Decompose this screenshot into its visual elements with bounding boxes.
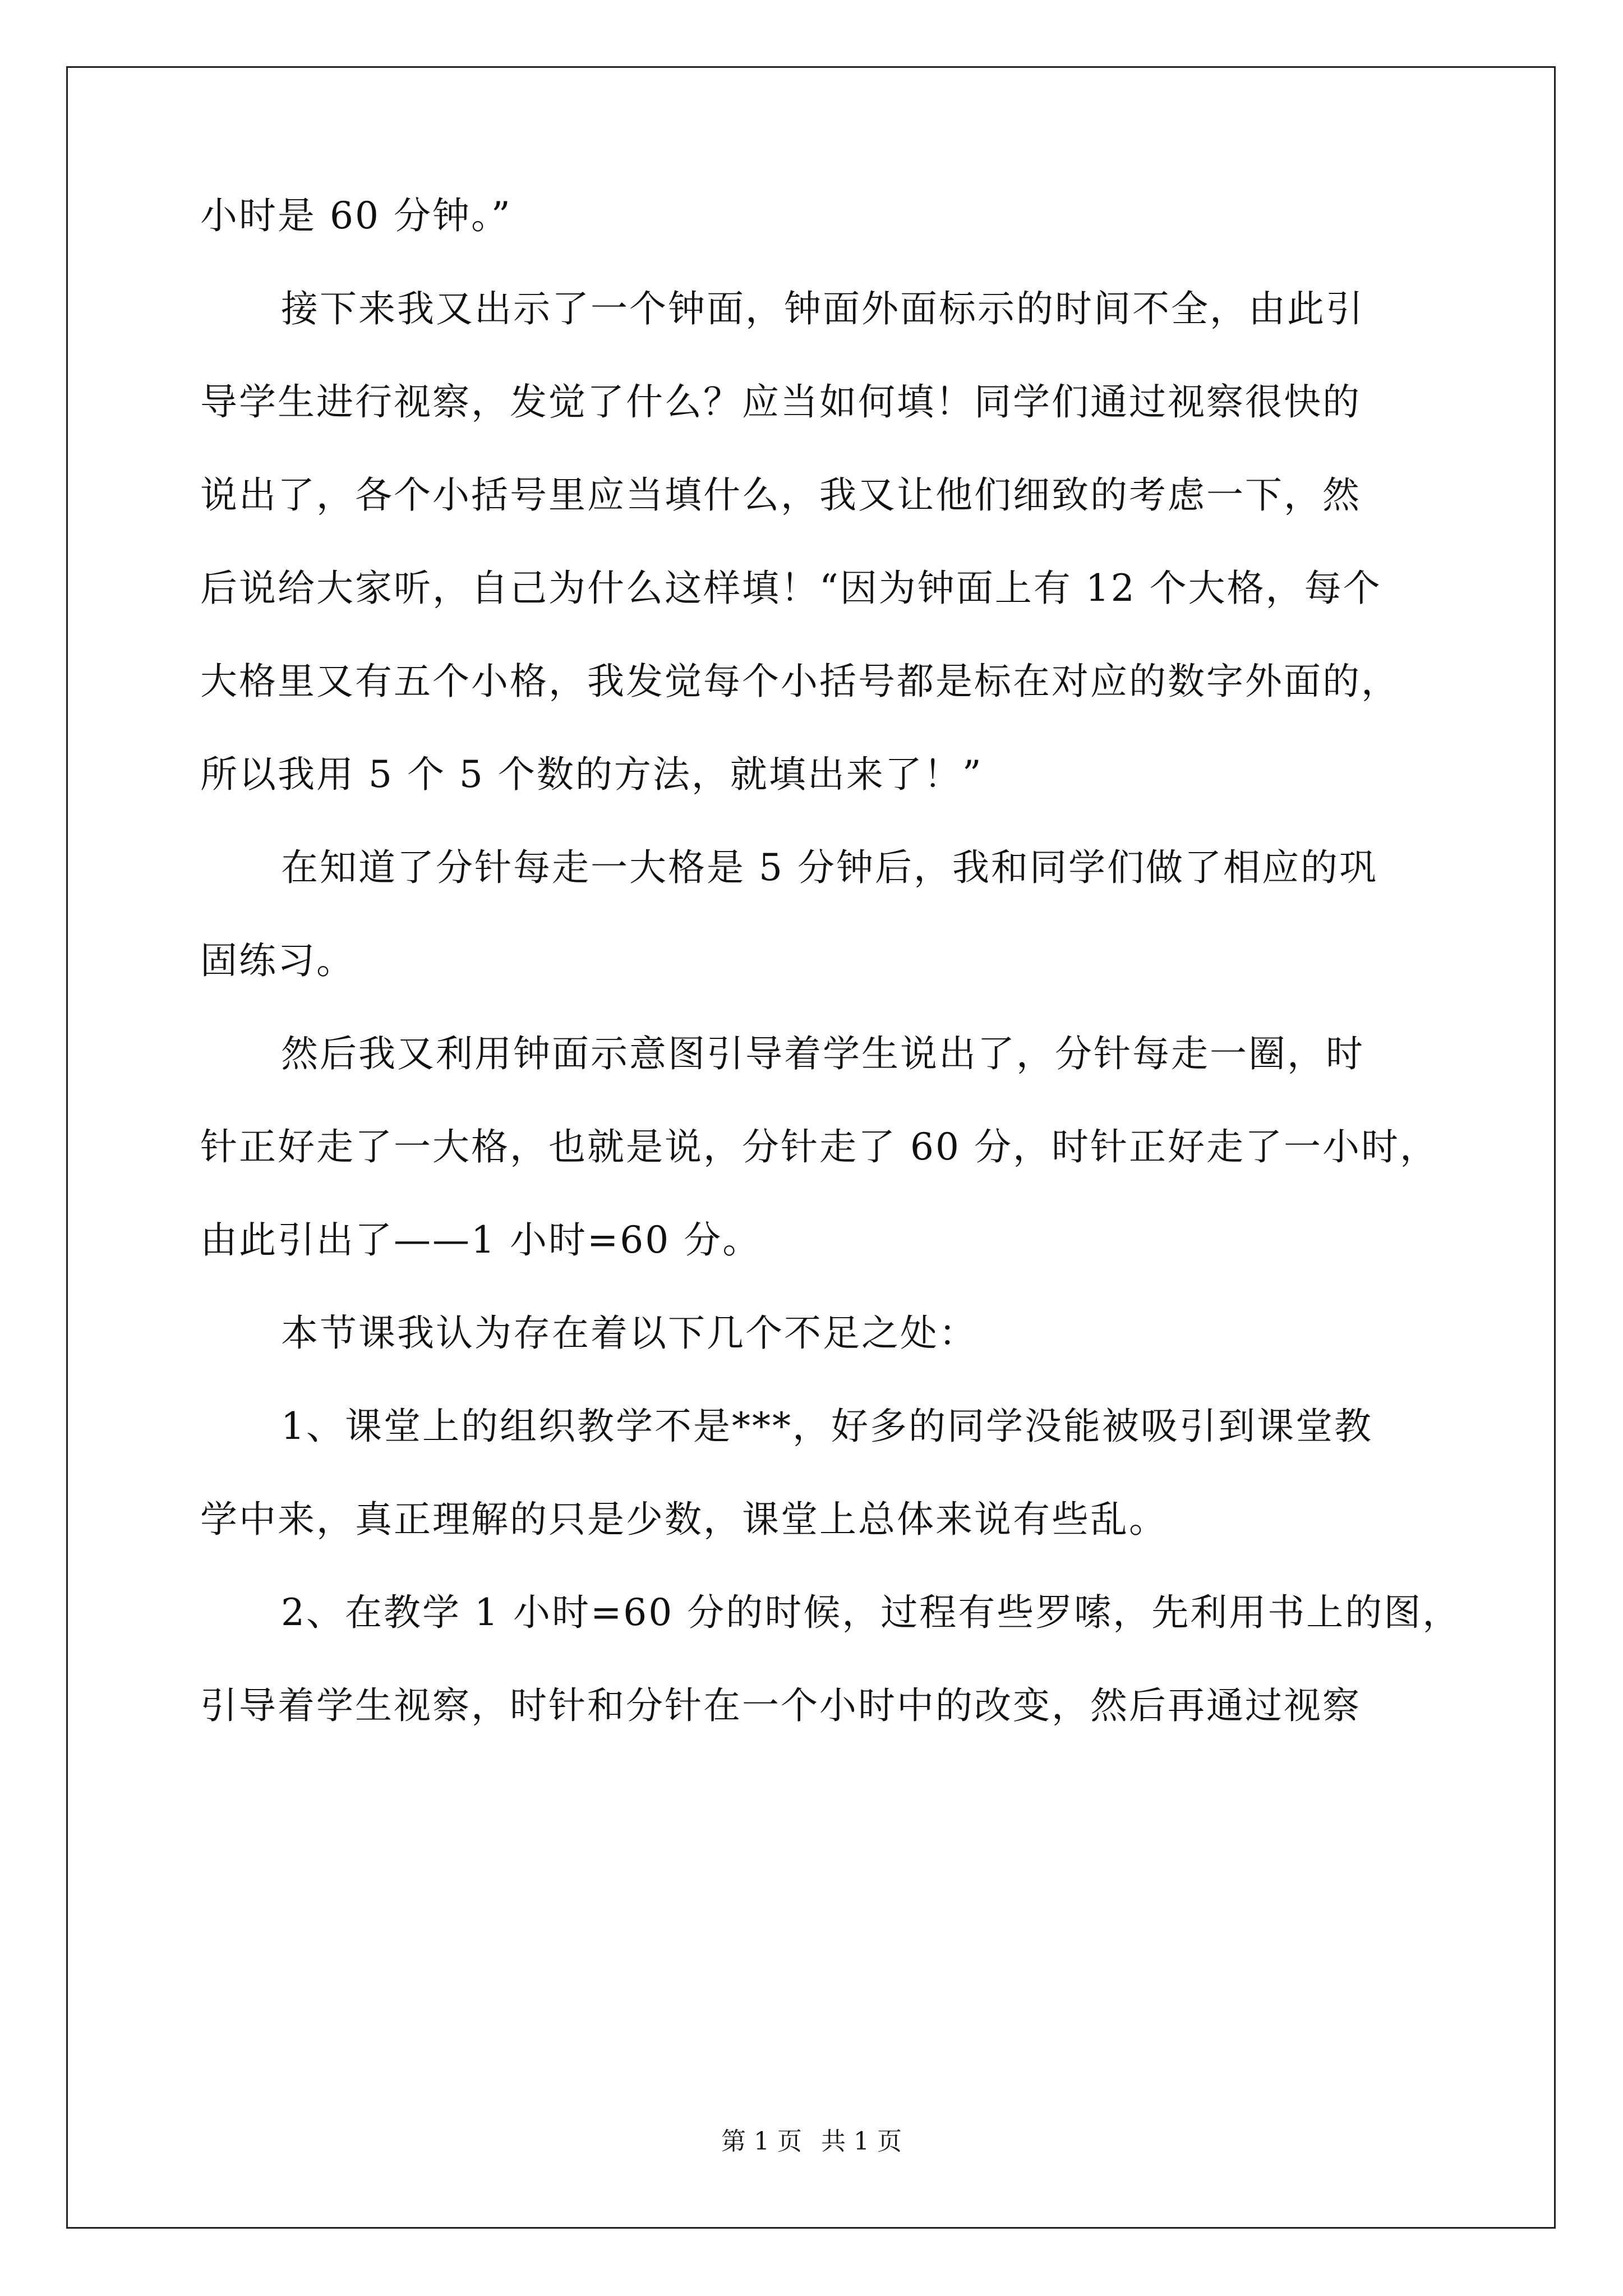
text-line-10: 然后我又利用钟面示意图引导着学生说出了，分针每走一圈，时 <box>281 1032 1364 1075</box>
text-line-8: 在知道了分针每走一大格是 5 分钟后，我和同学们做了相应的巩 <box>281 846 1378 889</box>
text-line-3: 导学生进行视察，发觉了什么？应当如何填！同学们通过视察很快的 <box>200 380 1361 424</box>
text-line-9: 固练习。 <box>200 939 355 982</box>
text-line-2: 接下来我又出示了一个钟面，钟面外面标示的时间不全，由此引 <box>281 287 1364 330</box>
text-line-1: 小时是 60 分钟。” <box>200 194 512 237</box>
text-line-11: 针正好走了一大格，也就是说，分针走了 60 分，时针正好走了一小时， <box>200 1125 1438 1168</box>
page-number-total: 共 1 页 <box>821 2127 902 2156</box>
text-line-17: 引导着学生视察，时针和分针在一个小时中的改变，然后再通过视察 <box>200 1684 1361 1727</box>
text-line-6: 大格里又有五个小格，我发觉每个小括号都是标在对应的数字外面的， <box>200 660 1400 703</box>
text-line-12: 由此引出了——1 小时=60 分。 <box>200 1218 762 1262</box>
text-line-14: 1、课堂上的组织教学不是***，好多的同学没能被吸引到课堂教 <box>281 1405 1373 1448</box>
page-number-current: 第 1 页 <box>721 2127 802 2156</box>
text-line-15: 学中来，真正理解的只是少数，课堂上总体来说有些乱。 <box>200 1498 1168 1541</box>
text-line-16: 2、在教学 1 小时=60 分的时候，过程有些罗嗦，先利用书上的图， <box>281 1591 1461 1634</box>
text-line-5: 后说给大家听，自己为什么这样填！“因为钟面上有 12 个大格，每个 <box>200 567 1382 610</box>
page-footer <box>0 2125 1623 2159</box>
text-line-13: 本节课我认为存在着以下几个不足之处： <box>281 1312 978 1355</box>
text-line-7: 所以我用 5 个 5 个数的方法，就填出来了！” <box>200 753 983 796</box>
text-line-4: 说出了，各个小括号里应当填什么，我又让他们细致的考虑一下，然 <box>200 473 1361 517</box>
